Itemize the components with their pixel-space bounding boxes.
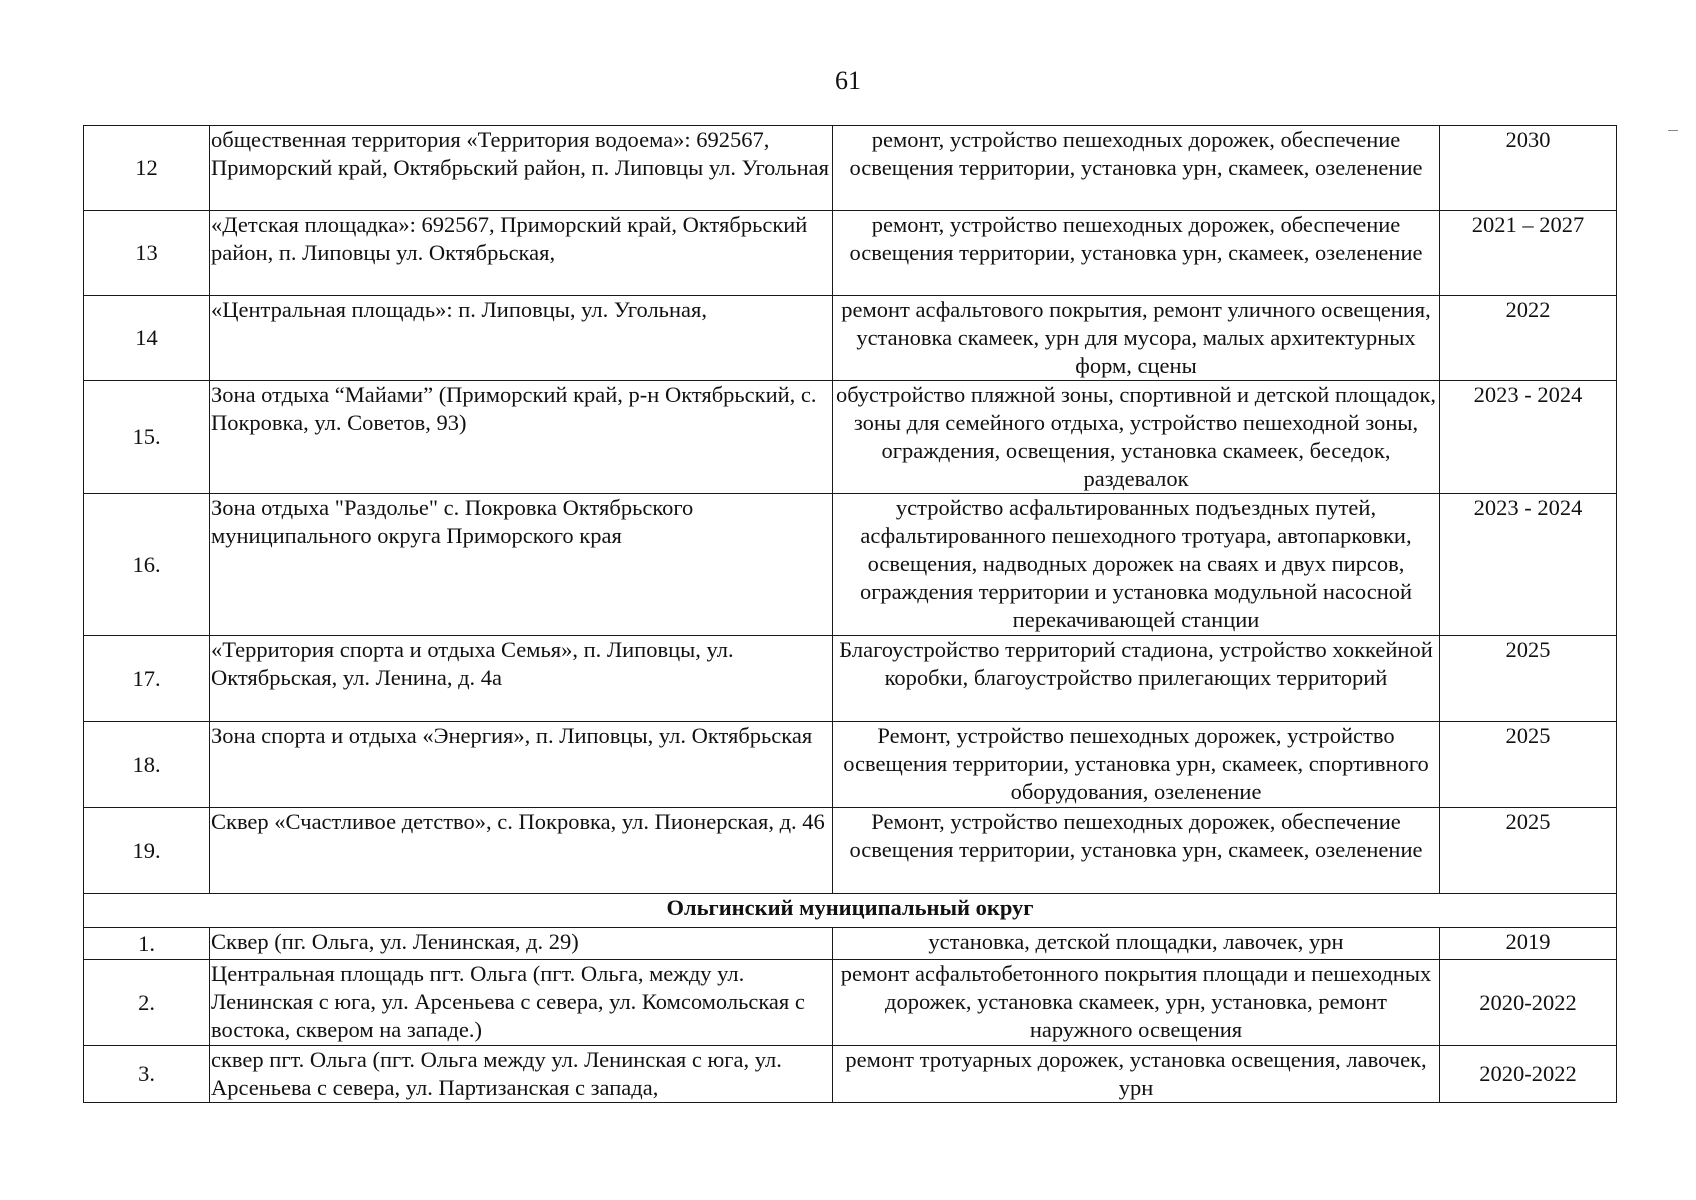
section-header-row <box>84 894 1617 928</box>
row-year: 2030 <box>1440 126 1617 211</box>
row-number: 1. <box>84 928 210 960</box>
table-row <box>84 494 1617 636</box>
row-works: Благоустройство территорий стадиона, устройство хоккейной коробки, благоустройство прилегающих территорий <box>833 636 1440 722</box>
row-address: Зона спорта и отдыха «Энергия», п. Липовцы, ул. Октябрьская <box>210 722 833 808</box>
row-works: Ремонт, устройство пешеходных дорожек, обеспечение освещения территории, установка урн, скамеек, озеленение <box>833 808 1440 894</box>
row-year: 2023 - 2024 <box>1440 381 1617 494</box>
row-year: 2023 - 2024 <box>1440 494 1617 636</box>
row-number: 2. <box>84 960 210 1046</box>
row-works: ремонт асфальтобетонного покрытия площади и пешеходных дорожек, установка скамеек, урн, установка, ремонт наружного освещения <box>833 960 1440 1046</box>
row-year: 2020-2022 <box>1440 960 1617 1046</box>
row-address: Зона отдыха “Майами” (Приморский край, р-н Октябрьский, с. Покровка, ул. Советов, 93) <box>210 381 833 494</box>
row-address: «Детская площадка»: 692567, Приморский край, Октябрьский район, п. Липовцы ул. Октябрьская, <box>210 211 833 296</box>
row-works: ремонт, устройство пешеходных дорожек, обеспечение освещения территории, установка урн, скамеек, озеленение <box>833 211 1440 296</box>
row-works: ремонт, устройство пешеходных дорожек, обеспечение освещения территории, установка урн, скамеек, озеленение <box>833 126 1440 211</box>
table-row <box>84 381 1617 494</box>
row-number: 12 <box>84 126 210 211</box>
row-works: обустройство пляжной зоны, спортивной и детской площадок, зоны для семейного отдыха, устройство пешеходной зоны, ограждения, освещения, установка скамеек, беседок, раздевалок <box>833 381 1440 494</box>
row-number: 16. <box>84 494 210 636</box>
row-number: 19. <box>84 808 210 894</box>
table-row <box>84 126 1617 211</box>
row-address: сквер пгт. Ольга (пгт. Ольга между ул. Ленинская с юга, ул. Арсеньева с севера, ул. Партизанская с запада, <box>210 1046 833 1103</box>
row-year: 2025 <box>1440 808 1617 894</box>
table-row <box>84 296 1617 381</box>
row-address: Сквер (пг. Ольга, ул. Ленинская, д. 29) <box>210 928 833 960</box>
row-number: 13 <box>84 211 210 296</box>
margin-mark <box>1668 130 1678 131</box>
table-row <box>84 808 1617 894</box>
row-year: 2025 <box>1440 636 1617 722</box>
row-year: 2022 <box>1440 296 1617 381</box>
table-row <box>84 1046 1617 1103</box>
row-number: 18. <box>84 722 210 808</box>
row-works: ремонт асфальтового покрытия, ремонт уличного освещения, установка скамеек, урн для мусора, малых архитектурных форм, сцены <box>833 296 1440 381</box>
row-address: «Центральная площадь»: п. Липовцы, ул. Угольная, <box>210 296 833 381</box>
row-address: Сквер «Счастливое детство», с. Покровка, ул. Пионерская, д. 46 <box>210 808 833 894</box>
row-number: 3. <box>84 1046 210 1103</box>
table-row <box>84 636 1617 722</box>
row-address: «Территория спорта и отдыха Семья», п. Липовцы, ул. Октябрьская, ул. Ленина, д. 4а <box>210 636 833 722</box>
row-address: Центральная площадь пгт. Ольга (пгт. Ольга, между ул. Ленинская с юга, ул. Арсеньева с севера, ул. Комсомольская с востока, сквером на западе.) <box>210 960 833 1046</box>
table-row <box>84 722 1617 808</box>
page-number: 61 <box>835 66 861 95</box>
row-number: 15. <box>84 381 210 494</box>
section-title: Ольгинский муниципальный округ <box>84 894 1617 928</box>
row-address: Зона отдыха "Раздолье" с. Покровка Октябрьского муниципального округа Приморского края <box>210 494 833 636</box>
row-works: устройство асфальтированных подъездных путей, асфальтированного пешеходного тротуара, автопарковки, освещения, надводных дорожек на сваях и двух пирсов, ограждения территории и установка модульной насосной перекачивающей станции <box>833 494 1440 636</box>
row-address: общественная территория «Территория водоема»: 692567, Приморский край, Октябрьский район, п. Липовцы ул. Угольная <box>210 126 833 211</box>
row-works: ремонт тротуарных дорожек, установка освещения, лавочек, урн <box>833 1046 1440 1103</box>
row-number: 17. <box>84 636 210 722</box>
improvement-table <box>83 125 1617 1103</box>
row-year: 2019 <box>1440 928 1617 960</box>
row-works: Ремонт, устройство пешеходных дорожек, устройство освещения территории, установка урн, скамеек, спортивного оборудования, озеленение <box>833 722 1440 808</box>
row-year: 2025 <box>1440 722 1617 808</box>
table-row <box>84 211 1617 296</box>
row-year: 2021 – 2027 <box>1440 211 1617 296</box>
table-row <box>84 960 1617 1046</box>
table-row <box>84 928 1617 960</box>
row-number: 14 <box>84 296 210 381</box>
row-works: установка, детской площадки, лавочек, урн <box>833 928 1440 960</box>
row-year: 2020-2022 <box>1440 1046 1617 1103</box>
